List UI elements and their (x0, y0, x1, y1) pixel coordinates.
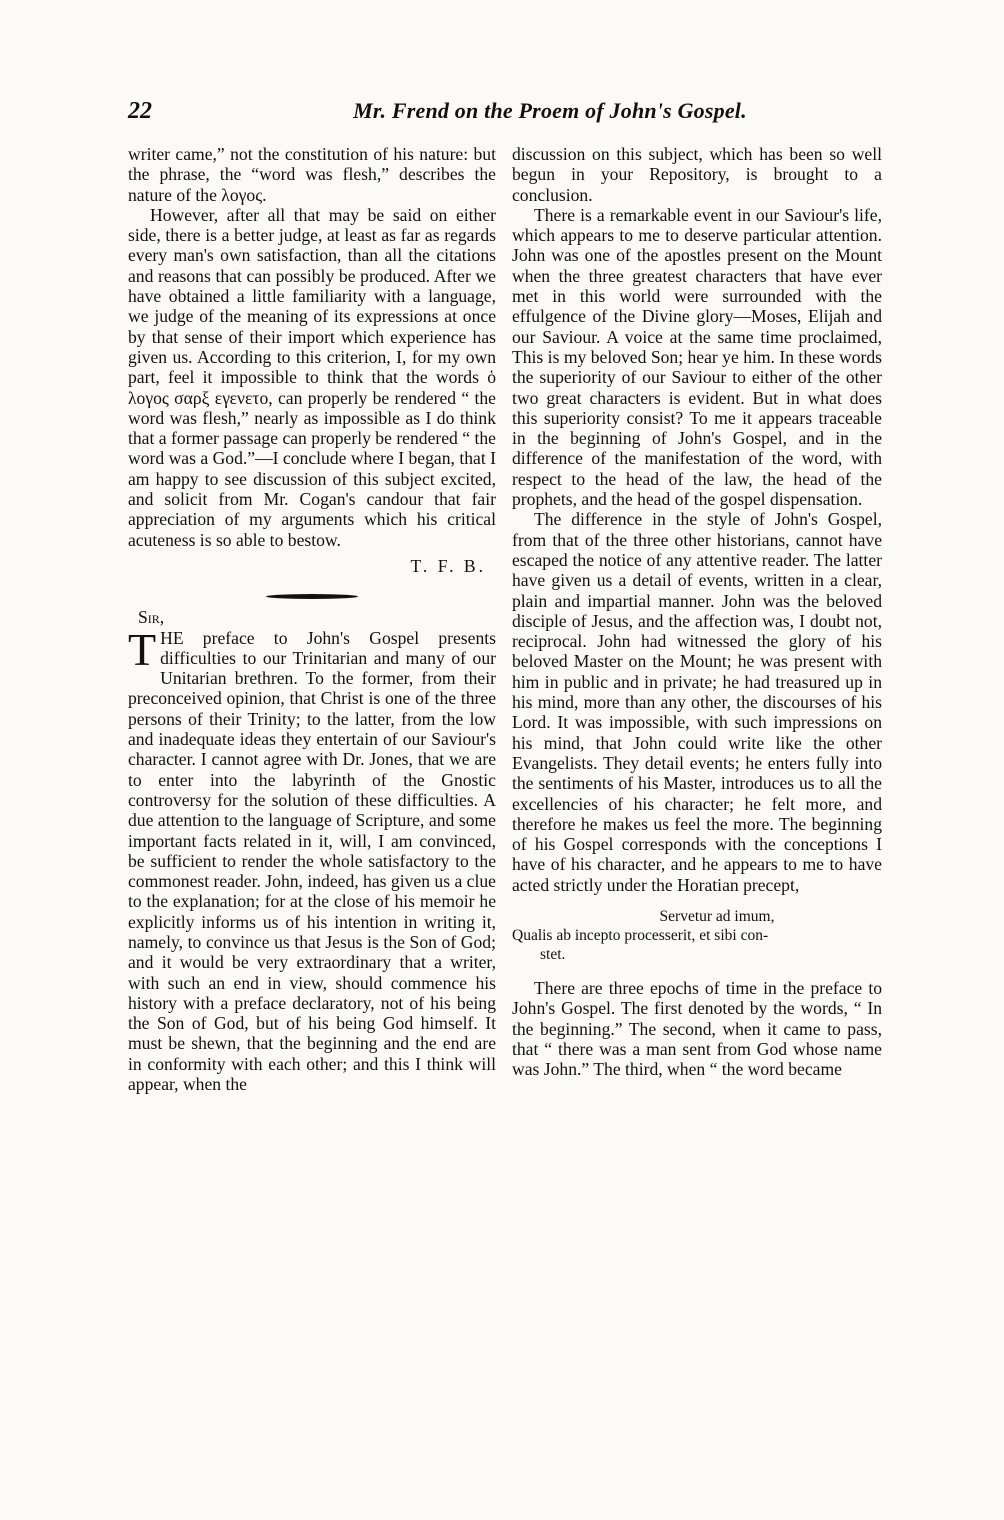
paragraph: The difference in the style of John's Gospel, from that of the three other historians, cannot have escaped the notice of any attentive reader. The latter have given us a detail of events, written in a clear, plain and impartial manner. John was the beloved disciple of Jesus, and the affection was, I doubt not, reciprocal. John had witnessed the glory of his beloved Master on the Mount; he was present with him in public and in private; he had treasured up in his mind, more than any other, the discourses of his Lord. It was impossible, with such impressions on his mind, that John could write like the other Evangelists. They detail events; he enters fully into the sentiments of his Master, introduces us to all the excellencies of his character; he felt more, and therefore he makes us feel the more. The beginning of his Gospel corresponds with the conceptions I have of his character, and he appears to me to have acted strictly under the Horatian precept, (512, 509, 882, 895)
running-title: Mr. Frend on the Proem of John's Gospel. (353, 98, 747, 123)
left-column (128, 144, 496, 1094)
quotation-line-part: stet. (540, 945, 566, 963)
letter-opening-paragraph (128, 623, 496, 1095)
paragraph: However, after all that may be said on either side, there is a better judge, at least as far as regards every man's own satisfaction, than all the citations and reasons that can possibly be produced. After we have obtained a little familiarity with a language, we judge of the meaning of its expressions at once by that sense of their import which experience has given us. According to this criterion, I, for my own part, feel it impossible to think that the words ὁ λογος σαρξ εγενετο, can properly be rendered “ the word was flesh,” nearly as impossible as I do think that a former passage can properly be rendered “ the word was a God.”—I conclude where I began, that I am happy to see discussion of this subject excited, and solicit from Mr. Cogan's candour that fair appreciation of my arguments which his critical acuteness is so able to bestow. (128, 204, 496, 550)
paragraph: There are three epochs of time in the preface to John's Gospel. The first denoted by the words, “ In the beginning.” The second, when it came to pass, that “ there was a man sent from God whose name was John.” The third, when “ the word became (512, 977, 882, 1080)
page-header (128, 98, 888, 132)
paragraph: writer came,” not the constitution of his nature: but the phrase, the “word was flesh,” describes the nature of the λογος. (128, 144, 496, 205)
quotation-line: Servetur ad imum, (659, 907, 775, 925)
section-divider (266, 594, 358, 599)
right-column (512, 144, 882, 1079)
page-number: 22 (128, 98, 152, 124)
drop-cap: T (128, 623, 157, 675)
paragraph: discussion on this subject, which has been so well begun in your Repository, is brought to a conclusion. (512, 144, 882, 205)
signature: T. F. B. (410, 555, 486, 576)
quotation-line-part: Qualis ab incepto processerit, et sibi con- (512, 926, 769, 944)
quotation-line (512, 926, 882, 964)
paragraph: There is a remarkable event in our Saviour's life, which appears to me to deserve particular attention. John was one of the apostles present on the Mount when the three greatest characters that have ever met in this world were surrounded with the effulgence of the Divine glory—Moses, Elijah and our Saviour. A voice at the same time proclaimed, This is my beloved Son; hear ye him. In these words the superiority of our Saviour to either of the other two great characters is evident. But in what does this superiority consist? To me it appears traceable in the beginning of John's Gospel, and in the difference of the manifestation of the word, with respect to the head of the law, the head of the prophets, and the head of the gospel dispensation. (512, 204, 882, 510)
paragraph-text: HE preface to John's Gospel presents difficulties to our Trinitarian and many of our Unitarian brethren. To the former, from their preconceived opinion, that Christ is one of the three persons of their Trinity; to the latter, from the low and inadequate ideas they entertain of our Saviour's character. I cannot agree with Dr. Jones, that we are to enter into the labyrinth of the Gnostic controversy for the solution of these difficulties. A due attention to the language of Scripture, and some important facts related in it, will, I am convinced, be sufficient to render the whole satisfactory to the commonest reader. John, indeed, has given us a clue to the explanation; for at the close of his memoir he explicitly informs us of his intention in writing it, namely, to convince us that Jesus is the Son of God; and it would be very extraordinary that a writer, with such an end in view, should commence his history with a preface declaratory, not of his being the Son of God, but of his being God himself. It must be shewn, that the beginning and the end are in conformity with each other; and this I think will appear, when the (128, 627, 496, 1095)
salutation: Sir, (138, 607, 165, 628)
latin-quotation (512, 907, 882, 964)
